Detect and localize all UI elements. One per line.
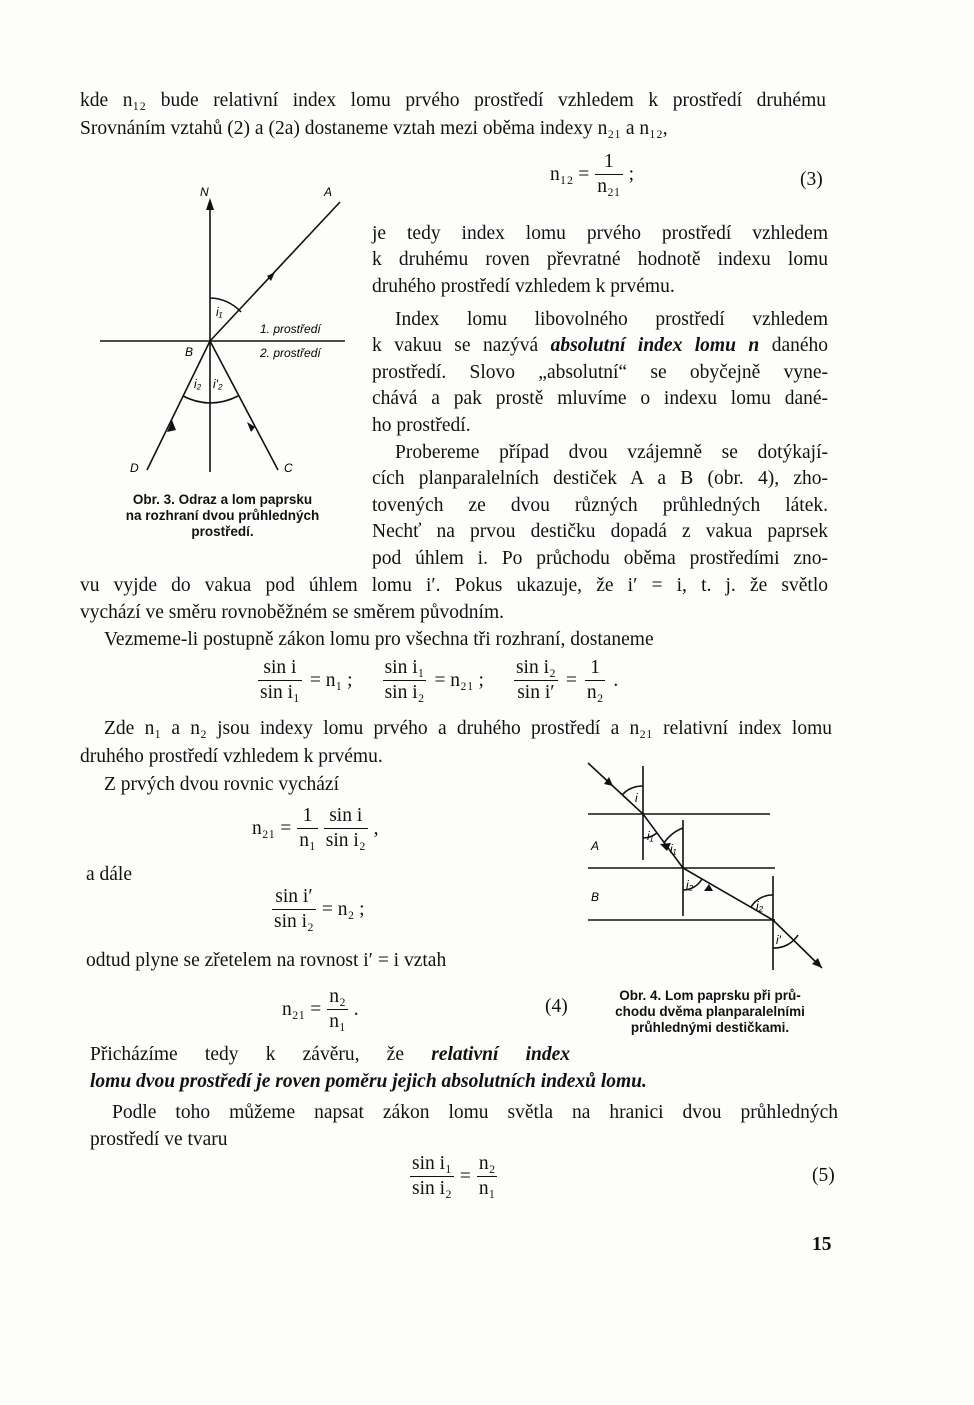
label-i2a: i₂ bbox=[686, 878, 694, 892]
equation-law: $\frac{\text{sin i}}{\text{sin i₁}}$ = n₁ ; $\frac{\text{sin i₁}}{\text{sin i₂}}$ = n₂₁ ; $\frac{\text{sin i₂}}{\text{sin i′}}$ = $\frac{1}{\text{n₂}}$ . bbox=[260, 657, 619, 703]
eq4-number: (4) bbox=[545, 996, 568, 1017]
label-i-prime: i′ bbox=[776, 933, 781, 947]
label-i1: i₁ bbox=[216, 305, 223, 319]
text-line: vychází ve směru rovnoběžném se směrem původním. bbox=[80, 602, 505, 623]
eq3-num: 1 bbox=[595, 150, 622, 175]
label-i1a: i₁ bbox=[647, 829, 654, 843]
reflected-ray bbox=[210, 341, 278, 470]
equation-n21: n₂₁ = $\frac{1}{\text{n₁}}$ $\frac{\text{sin i}}{\text{sin i₂}}$ , bbox=[252, 805, 379, 851]
equation-3 bbox=[550, 150, 634, 199]
equation-4: n₂₁ = $\frac{\text{n₂}}{\text{n₁}}$ . bbox=[282, 986, 359, 1032]
text-line: kde n₁₂ bude relativní index lomu prvého prostředí vzhledem k prostředí druhému bbox=[80, 90, 826, 111]
text-line: druhého prostředí vzhledem k prvému. bbox=[80, 746, 383, 767]
text-line: odtud plyne se zřetelem na rovnost i′ = i vztah bbox=[86, 950, 447, 971]
page-number: 15 bbox=[812, 1234, 832, 1255]
label-a: A bbox=[591, 839, 600, 853]
figure-3-caption: Obr. 3. Odraz a lom paprsku na rozhraní dvou průhledných prostředí. bbox=[125, 492, 320, 539]
text-line: Podle toho můžeme napsat zákon lomu světla na hranici dvou průhledných bbox=[112, 1102, 838, 1123]
text-line: tovených ze dvou různých průhledných látek. bbox=[372, 495, 828, 516]
label-b: B bbox=[185, 345, 194, 359]
text-line: cích planparalelních destiček A a B (obr. 4), zho- bbox=[372, 468, 828, 489]
text-line: k druhému roven převratné hodnotě indexu lomu bbox=[372, 249, 828, 270]
figure-4 bbox=[580, 758, 835, 973]
refracted-ray bbox=[147, 341, 210, 470]
label-d: D bbox=[130, 461, 139, 475]
text-line-emphasis: lomu dvou prostředí je roven poměru jejich absolutních indexů lomu. bbox=[90, 1071, 647, 1092]
eq3-fraction bbox=[595, 150, 622, 199]
eq3-tail: ; bbox=[628, 163, 635, 185]
text-line: pod úhlem i. Po průchodu oběma prostředími zno- bbox=[372, 548, 828, 569]
eq3-lhs: n₁₂ = bbox=[550, 163, 590, 185]
label-i1b: i₁ bbox=[670, 842, 677, 856]
text-line: Probereme případ dvou vzájemně se dotýkají- bbox=[395, 442, 828, 463]
eq3-den: n₂₁ bbox=[597, 176, 621, 197]
label-medium-1: 1. prostředí bbox=[260, 322, 321, 336]
text-line: Zde n₁ a n₂ jsou indexy lomu prvého a druhého prostředí a n₂₁ relativní index lomu bbox=[104, 718, 832, 739]
label-c: C bbox=[284, 461, 293, 475]
label-medium-2: 2. prostředí bbox=[260, 346, 321, 360]
label-b: B bbox=[591, 890, 600, 904]
equation-5: $\frac{\text{sin i₁}}{\text{sin i₂}}$ = $\frac{\text{n₂}}{\text{n₁}}$ bbox=[412, 1153, 496, 1199]
label-i2-prime: i'₂ bbox=[213, 377, 223, 391]
eq5-number: (5) bbox=[812, 1165, 835, 1186]
text-line: Přicházíme tedy k závěru, že relativní index bbox=[90, 1044, 570, 1065]
text-line: vu vyjde do vakua pod úhlem lomu i′. Pokus ukazuje, že i′ = i, t. j. že světlo bbox=[80, 575, 828, 596]
label-n: N bbox=[200, 185, 209, 199]
label-i: i bbox=[635, 791, 638, 805]
text-line: prostředí. Slovo „absolutní“ se obyčejně vyne- bbox=[372, 362, 828, 383]
eq3-number: (3) bbox=[800, 169, 823, 190]
text-line: ho prostředí. bbox=[372, 415, 471, 436]
text-line: a dále bbox=[86, 864, 133, 885]
text-line: Srovnáním vztahů (2) a (2a) dostaneme vztah mezi oběma indexy n₂₁ a n₁₂, bbox=[80, 118, 668, 139]
text-line: druhého prostředí vzhledem k prvému. bbox=[372, 276, 675, 297]
figure-4-caption: Obr. 4. Lom paprsku při prů- chodu dvěma planparalelními průhlednými destičkami. bbox=[615, 988, 805, 1035]
text-line: k vakuu se nazývá absolutní index lomu n daného bbox=[372, 335, 829, 356]
figure-3 bbox=[95, 180, 365, 490]
normal-arrow-icon bbox=[206, 198, 214, 210]
text-line: je tedy index lomu prvého prostředí vzhledem bbox=[372, 223, 828, 244]
text-line: Vezmeme-li postupně zákon lomu pro všechna tři rozhraní, dostaneme bbox=[104, 629, 654, 650]
text-line: Z prvých dvou rovnic vychází bbox=[104, 774, 340, 795]
text-line: chává a pak prostě mluvíme o indexu lomu dané- bbox=[372, 388, 828, 409]
label-i2: i₂ bbox=[194, 377, 202, 391]
label-a: A bbox=[324, 185, 333, 199]
text-line: Nechť na prvou destičku dopadá z vakua paprsek bbox=[372, 521, 828, 542]
text-line: prostředí ve tvaru bbox=[90, 1129, 228, 1150]
equation-n2: $\frac{\text{sin i′}}{\text{sin i₂}}$ = n₂ ; bbox=[274, 886, 365, 932]
text-line: Index lomu libovolného prostředí vzhledem bbox=[395, 309, 828, 330]
incident-ray bbox=[210, 202, 340, 341]
label-i2b: i₂ bbox=[756, 899, 764, 913]
